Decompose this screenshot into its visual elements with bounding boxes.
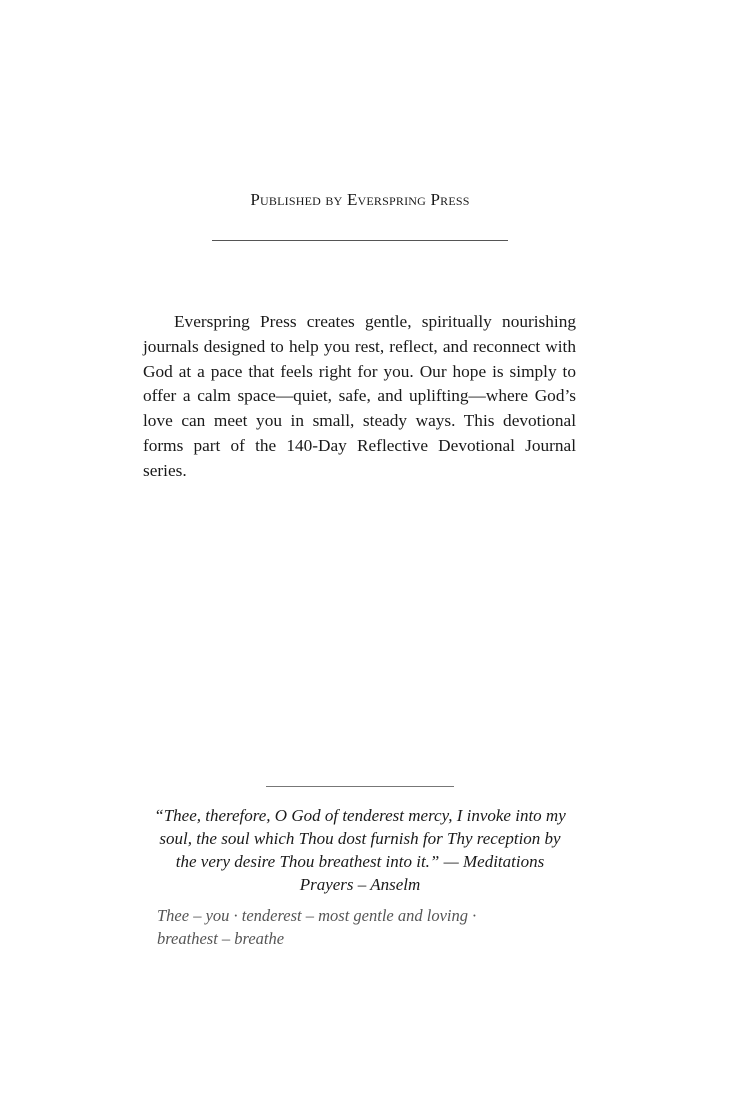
top-divider xyxy=(212,240,508,241)
publisher-heading: Published by Everspring Press xyxy=(250,190,470,209)
glossary-note: Thee – you · tenderest – most gentle and loving · breathest – breathe xyxy=(157,906,477,948)
epigraph-quote: “Thee, therefore, O God of tenderest mercy, I invoke into my soul, the soul which Thou dost furnish for Thy reception by the very desire Thou breathest into it.” — Meditations Prayers – Anselm xyxy=(154,806,566,894)
publisher-description: Everspring Press creates gentle, spiritually nourishing journals designed to help you rest, reflect, and reconnect with God at a pace that feels right for you. Our hope is simply to offer a calm space—quiet, safe, and uplifting—where God’s love can meet you in small, steady ways. This devotional forms part of the 140-Day Reflective Devotional Journal series. xyxy=(143,312,576,480)
quote-divider xyxy=(266,786,454,787)
